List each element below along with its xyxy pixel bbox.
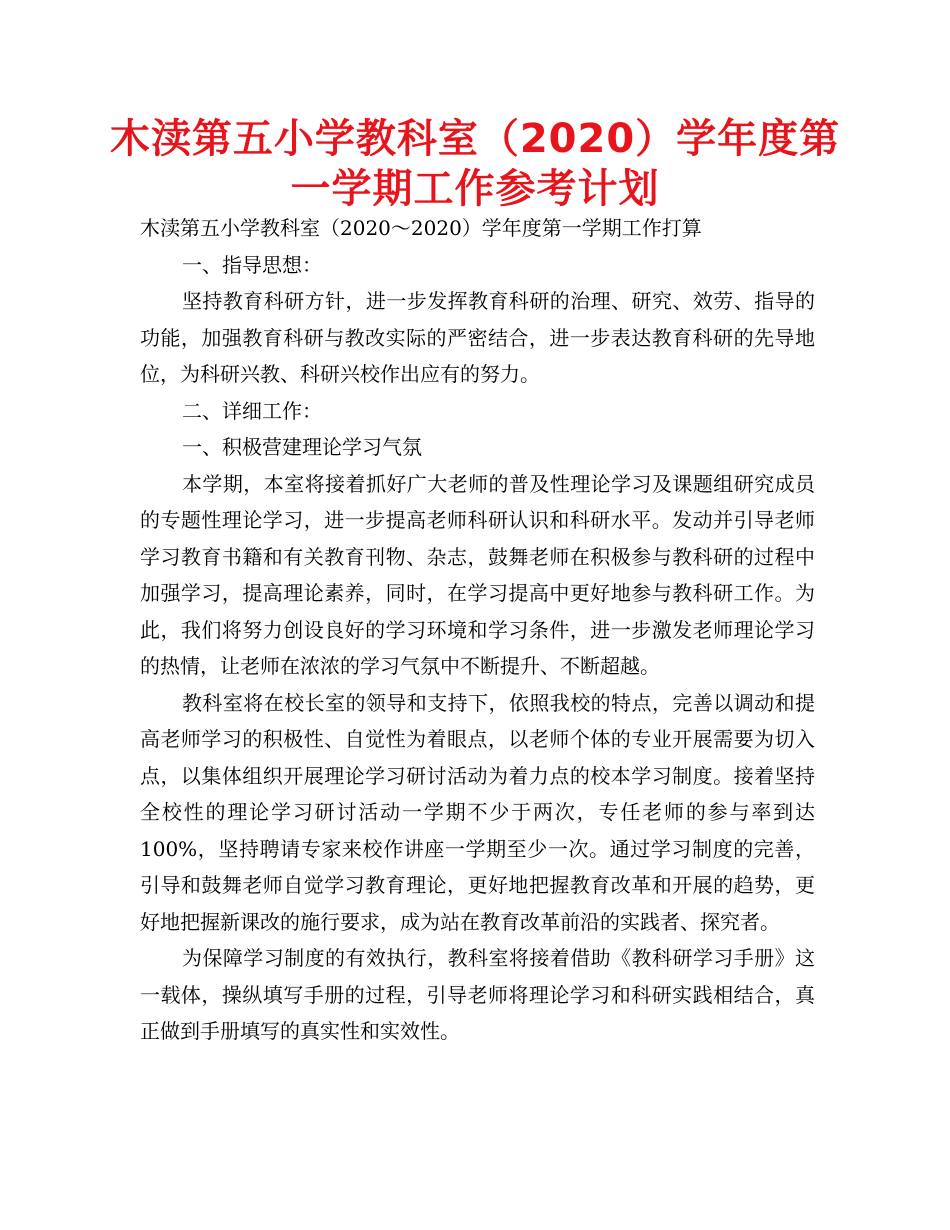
paragraph-study-system: 教科室将在校长室的领导和支持下，依照我校的特点，完善以调动和提高老师学习的积极性、自觉性为着眼点，以老师个体的专业开展需要为切入点，以集体组织开展理论学习研讨活动为着力点的校本学习制度。接着坚持全校性的理论学习研讨活动一学期不少于两次，专任老师的参与率到达 100%，坚持聘请专家来校作讲座一学期至少一次。通过学习制度的完善，引导和鼓舞老师自觉学习教育理论，更好地把握教育改革和开展的趋势，更好地把握新课改的施行要求，成为站在教育改革前沿的实践者、探究者。 (140, 690, 815, 934)
document-body (140, 210, 815, 1050)
paragraph-guiding-thought: 坚持教育科研方针，进一步发挥教育科研的治理、研究、效劳、指导的功能，加强教育科研与教改实际的严密结合，进一步表达教育科研的先导地位，为科研兴教、科研兴校作出应有的努力。 (140, 289, 815, 386)
section-heading-guiding-thought: 一、指导思想： (182, 252, 322, 277)
document-title: 木渎第五小学教科室（2020）学年度第一学期工作参考计划 (109, 116, 841, 212)
section-heading-detailed-work: 二、详细工作： (182, 398, 322, 423)
subtitle-line: 木渎第五小学教科室（2020～2020）学年度第一学期工作打算 (140, 216, 702, 240)
paragraph-study-plan: 本学期，本室将接着抓好广大老师的普及性理论学习及课题组研究成员的专题性理论学习，进一步提高老师科研认识和科研水平。发动并引导老师学习教育书籍和有关教育刊物、杂志，鼓舞老师在积极参与教科研的过程中加强学习，提高理论素养，同时，在学习提高中更好地参与教科研工作。为此，我们将努力创设良好的学习环境和学习条件，进一步激发老师理论学习的热情，让老师在浓浓的学习气氛中不断提升、不断超越。 (140, 471, 815, 678)
paragraph-study-handbook: 为保障学习制度的有效执行，教科室将接着借助《教科研学习手册》这一载体，操纵填写手册的过程，引导老师将理论学习和科研实践相结合，真正做到手册填写的真实性和实效性。 (140, 946, 815, 1043)
subsection-heading-study-atmosphere: 一、积极营建理论学习气氛 (182, 435, 422, 459)
